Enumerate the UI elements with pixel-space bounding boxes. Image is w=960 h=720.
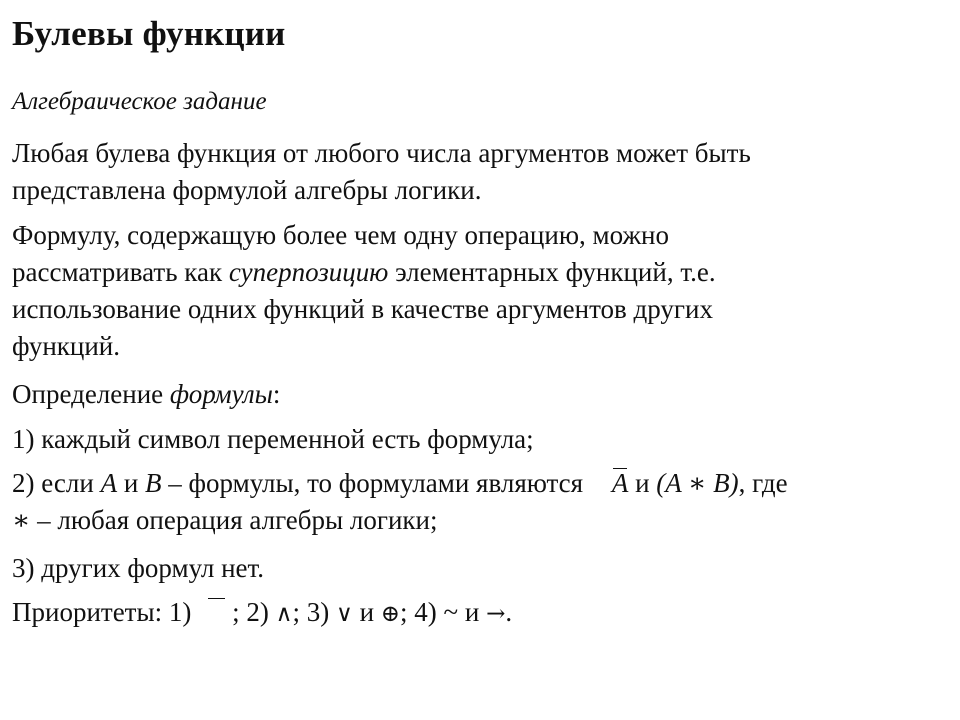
negated-variable: A	[611, 468, 629, 498]
text-run: Приоритеты: 1)	[12, 597, 199, 627]
slide-subtitle: Алгебраическое задание	[12, 88, 267, 115]
compound-formula: (A ∗ B)	[656, 468, 739, 498]
text-run: 2) если	[12, 468, 101, 498]
text-run: .	[505, 597, 513, 627]
rule-1: 1) каждый символ переменной есть формула;	[12, 424, 534, 454]
paragraph-line: ∗ – любая операция алгебры логики;	[12, 505, 438, 535]
text-run: и	[352, 597, 381, 627]
formula-definition-heading	[12, 376, 942, 413]
paragraph-line: использование одних функций в качестве аргументов других	[12, 294, 713, 324]
text-run: :	[272, 379, 281, 409]
paragraph-superposition	[12, 217, 942, 365]
negation-bar	[613, 468, 628, 469]
text-run: – формулы, то формулами являются	[161, 468, 590, 498]
negation-bar	[208, 598, 225, 599]
text-run: ; 3)	[292, 597, 336, 627]
text-run: и	[458, 597, 487, 627]
paragraph-line: функций.	[12, 331, 120, 361]
text-run: и	[117, 468, 146, 498]
text-run: элементарных функций, т.е.	[388, 257, 716, 287]
rule-3: 3) других формул нет.	[12, 553, 265, 583]
negated-a	[612, 465, 629, 502]
paragraph-representation	[12, 135, 942, 209]
text-run: ; 2)	[232, 597, 276, 627]
or-icon: ∨	[335, 601, 353, 627]
xor-icon: ⊕	[380, 601, 401, 627]
equivalence-icon: ~	[443, 597, 459, 627]
text-run: ; 4)	[400, 597, 444, 627]
text-run: Определение	[12, 379, 170, 409]
paragraph-line	[12, 254, 942, 291]
implication-icon: →	[486, 601, 506, 627]
paragraph-line: Любая булева функция от любого числа аргументов может быть	[12, 138, 751, 168]
variable-a: A	[100, 468, 118, 498]
and-icon: ∧	[275, 601, 293, 627]
paragraph-line: представлена формулой алгебры логики.	[12, 175, 482, 205]
rule-2	[12, 465, 942, 539]
slide-title: Булевы функции	[12, 14, 286, 53]
negation-icon	[198, 601, 232, 621]
emphasis-superposition: суперпозицию	[228, 257, 389, 287]
text-run: рассматривать как	[12, 257, 229, 287]
paragraph-line: Формулу, содержащую более чем одну операцию, можно	[12, 220, 670, 250]
paragraph-line	[12, 465, 942, 502]
text-run: , где	[738, 468, 788, 498]
text-run: и	[628, 468, 657, 498]
priorities-line	[12, 594, 942, 633]
emphasis-formula: формулы	[169, 379, 273, 409]
variable-b: B	[145, 468, 162, 498]
